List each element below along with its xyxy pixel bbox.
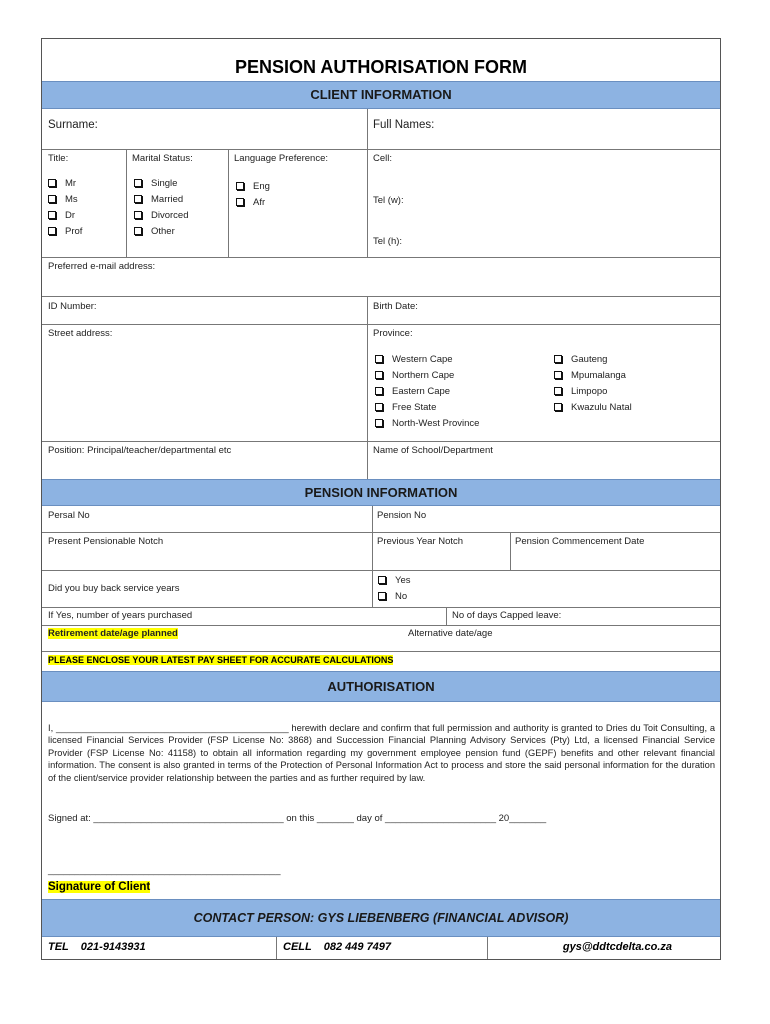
- marital-option-married[interactable]: Married: [134, 192, 189, 208]
- marital-option-other[interactable]: Other: [134, 224, 189, 240]
- checkbox-icon[interactable]: [554, 371, 562, 379]
- province-north-west[interactable]: North-West Province: [375, 416, 479, 432]
- checkbox-icon[interactable]: [378, 592, 386, 600]
- province-kwazulu-natal[interactable]: Kwazulu Natal: [554, 400, 632, 416]
- enclose-notice: PLEASE ENCLOSE YOUR LATEST PAY SHEET FOR ACCURATE CALCULATIONS: [48, 655, 394, 665]
- authorisation-header: AUTHORISATION: [42, 671, 720, 702]
- contact-header: CONTACT PERSON: GYS LIEBENBERG (FINANCIAL ADVISOR): [42, 899, 720, 937]
- commencement-label: Pension Commencement Date: [515, 536, 645, 547]
- capped-leave-label: No of days Capped leave:: [452, 610, 562, 621]
- province-label: Province:: [373, 328, 413, 339]
- surname-label: Surname:: [48, 119, 98, 131]
- checkbox-icon[interactable]: [554, 387, 562, 395]
- title-label: Title:: [48, 153, 69, 164]
- buy-back-no[interactable]: No: [378, 589, 411, 605]
- enclose-wrap: [48, 655, 393, 665]
- marital-options: [134, 176, 189, 240]
- checkbox-icon[interactable]: [236, 198, 244, 206]
- province-limpopo[interactable]: Limpopo: [554, 384, 632, 400]
- signature-wrap: [48, 881, 150, 893]
- title-option-prof[interactable]: Prof: [48, 224, 82, 240]
- retirement-label: Retirement date/age planned: [48, 628, 178, 639]
- email-label: Preferred e-mail address:: [48, 261, 156, 272]
- checkbox-icon[interactable]: [48, 227, 56, 235]
- province-western-cape[interactable]: Western Cape: [375, 352, 479, 368]
- pension-no-label: Pension No: [377, 510, 427, 521]
- checkbox-icon[interactable]: [48, 179, 56, 187]
- tel-h-label: Tel (h):: [373, 236, 403, 247]
- checkbox-icon[interactable]: [134, 179, 142, 187]
- prev-notch-label: Previous Year Notch: [377, 536, 464, 547]
- checkbox-icon[interactable]: [236, 182, 244, 190]
- school-label: Name of School/Department: [373, 445, 493, 456]
- checkbox-icon[interactable]: [554, 355, 562, 363]
- title-option-ms[interactable]: Ms: [48, 192, 82, 208]
- checkbox-icon[interactable]: [554, 403, 562, 411]
- buy-back-yes[interactable]: Yes: [378, 573, 411, 589]
- signature-label: Signature of Client: [48, 881, 151, 893]
- tel-w-label: Tel (w):: [373, 195, 404, 206]
- client-info-header: CLIENT INFORMATION: [42, 81, 720, 109]
- full-names-label: Full Names:: [373, 119, 435, 131]
- buy-back-label: Did you buy back service years: [48, 583, 180, 594]
- years-purchased-label: If Yes, number of years purchased: [48, 610, 193, 621]
- provinces-left: [375, 352, 479, 432]
- street-label: Street address:: [48, 328, 113, 339]
- pension-form: [41, 38, 721, 960]
- checkbox-icon[interactable]: [375, 403, 383, 411]
- provinces-right: [554, 352, 632, 416]
- language-label: Language Preference:: [234, 153, 329, 164]
- cell-label: Cell:: [373, 153, 393, 164]
- language-options: [236, 179, 270, 211]
- marital-label: Marital Status:: [132, 153, 193, 164]
- province-free-state[interactable]: Free State: [375, 400, 479, 416]
- checkbox-icon[interactable]: [48, 211, 56, 219]
- contact-email[interactable]: gys@ddtcdelta.co.za: [562, 941, 672, 953]
- title-option-dr[interactable]: Dr: [48, 208, 82, 224]
- language-option-afr[interactable]: Afr: [236, 195, 270, 211]
- notch-label: Present Pensionable Notch: [48, 536, 164, 547]
- signed-at-line[interactable]: Signed at: ____________________________________ on this _______ day of _____________________ 20_______: [48, 813, 547, 824]
- marital-option-divorced[interactable]: Divorced: [134, 208, 189, 224]
- signature-line[interactable]: ____________________________________________: [48, 865, 281, 876]
- retirement-wrap: [48, 628, 178, 639]
- position-label: Position: Principal/teacher/departmental etc: [48, 445, 232, 456]
- declaration-text: I, _____________________________________________ herewith declare and confirm that full permission and authority is granted to Dries du Toit Consulting, a licensed Financial Services Provider (FSP License No: 3868) and Succession Financial Planning Advisory Services (Pty) Ltd, a licensed Financial Service Provider (FSP License No: 41158) to obtain all information regarding my government employee pension fund (GEPF) benefits and other relevant financial information. The consent is also granted in terms of the Protection of Personal Information Act to process and store the said personal information for the duration of the client/service provider relationship between the parties and as further required by law.: [48, 723, 715, 783]
- title-options: [48, 176, 82, 240]
- checkbox-icon[interactable]: [134, 227, 142, 235]
- province-mpumalanga[interactable]: Mpumalanga: [554, 368, 632, 384]
- checkbox-icon[interactable]: [134, 195, 142, 203]
- checkbox-icon[interactable]: [378, 576, 386, 584]
- checkbox-icon[interactable]: [375, 387, 383, 395]
- marital-option-single[interactable]: Single: [134, 176, 189, 192]
- checkbox-icon[interactable]: [48, 195, 56, 203]
- birth-date-label: Birth Date:: [373, 301, 418, 312]
- id-number-label: ID Number:: [48, 301, 97, 312]
- pension-info-header: PENSION INFORMATION: [42, 479, 720, 506]
- form-title: PENSION AUTHORISATION FORM: [235, 57, 527, 77]
- checkbox-icon[interactable]: [375, 419, 383, 427]
- contact-cell: CELL 082 449 7497: [283, 941, 392, 953]
- province-northern-cape[interactable]: Northern Cape: [375, 368, 479, 384]
- province-eastern-cape[interactable]: Eastern Cape: [375, 384, 479, 400]
- checkbox-icon[interactable]: [134, 211, 142, 219]
- checkbox-icon[interactable]: [375, 355, 383, 363]
- buy-back-options: [378, 573, 411, 605]
- contact-tel: TEL 021-9143931: [48, 941, 146, 953]
- language-option-eng[interactable]: Eng: [236, 179, 270, 195]
- alt-date-label: Alternative date/age: [408, 628, 493, 639]
- province-gauteng[interactable]: Gauteng: [554, 352, 632, 368]
- title-option-mr[interactable]: Mr: [48, 176, 82, 192]
- checkbox-icon[interactable]: [375, 371, 383, 379]
- persal-label: Persal No: [48, 510, 90, 521]
